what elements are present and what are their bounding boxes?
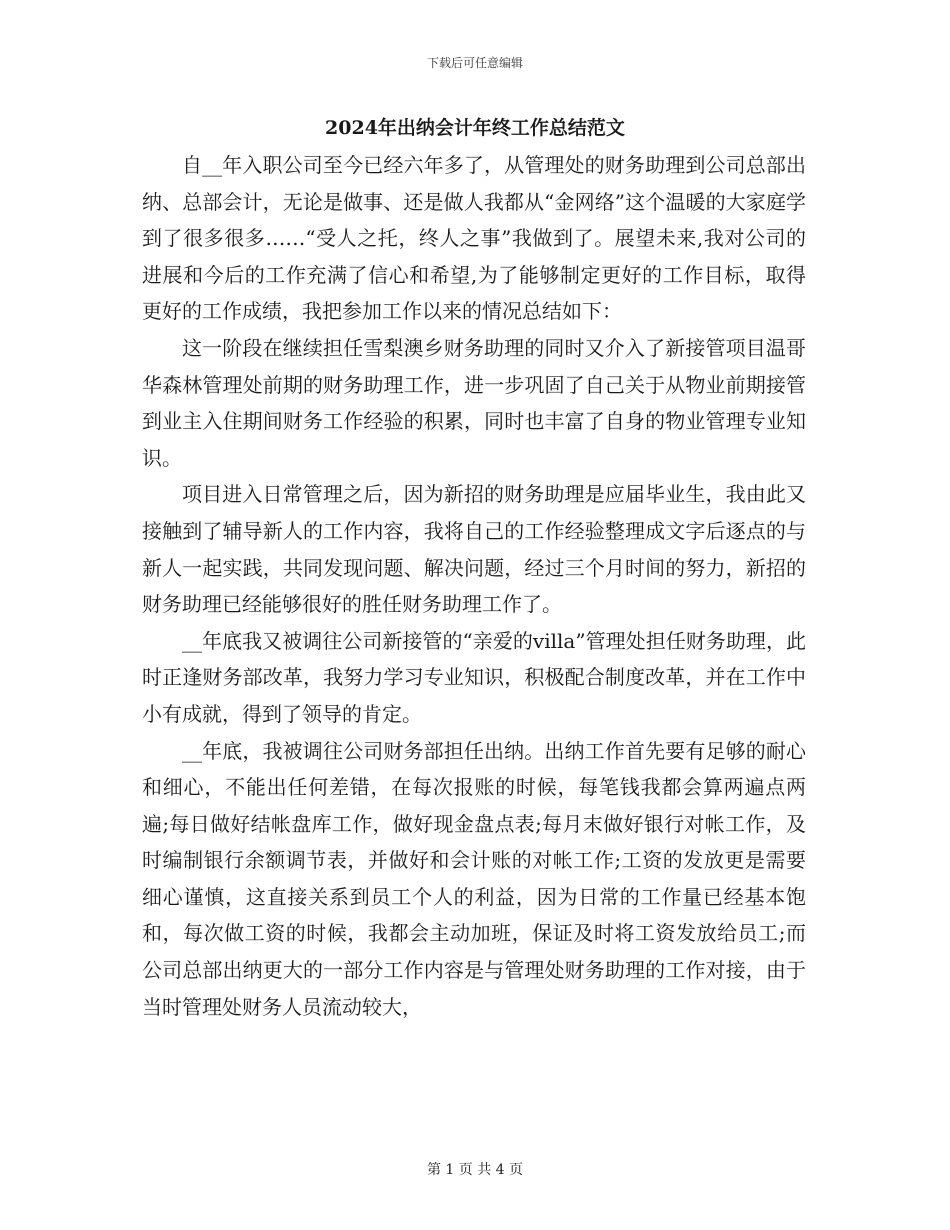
paragraph-villa-transfer: __年底我又被调往公司新接管的“亲爱的villa”管理处担任财务助理，此时正逢财务部改革，我努力学习专业知识，积极配合制度改革，并在工作中小有成就，得到了领导的肯定。: [142, 628, 806, 726]
document-body: [142, 147, 806, 1025]
paragraph-assistant-role: 这一阶段在继续担任雪梨澳乡财务助理的同时又介入了新接管项目温哥华森林管理处前期的财务助理工作，进一步巩固了自己关于从物业前期接管到业主入住期间财务工作经验的积累，同时也丰富了自身的物业管理专业知识。: [142, 335, 806, 470]
page-number: 第 1 页 共 4 页: [426, 1162, 524, 1178]
paragraph-intro: 自__年入职公司至今已经六年多了，从管理处的财务助理到公司总部出纳、总部会计，无论是做事、还是做人我都从“金网络”这个温暖的大家庭学到了很多很多……“受人之托，终人之事”我做到了。展望未来,我对公司的进展和今后的工作充满了信心和希望,为了能够制定更好的工作目标，取得更好的工作成绩，我把参加工作以来的情况总结如下：: [142, 153, 806, 324]
page-header-note: 下载后可任意编辑: [426, 56, 523, 70]
paragraph-cashier-duties: __年底，我被调往公司财务部担任出纳。出纳工作首先要有足够的耐心和细心，不能出任何差错，在每次报账的时候，每笔钱我都会算两遍点两遍;每日做好结帐盘库工作，做好现金盘点表;每月末做好银行对帐工作，及时编制银行余额调节表，并做好和会计账的对帐工作;工资的发放更是需要细心谨慎，这直接关系到员工个人的利益，因为日常的工作量已经基本饱和，每次做工资的时候，我都会主动加班，保证及时将工资发放给员工;而公司总部出纳更大的一部分工作内容是与管理处财务助理的工作对接，由于当时管理处财务人员流动较大，: [142, 738, 806, 1019]
paragraph-mentoring: 项目进入日常管理之后，因为新招的财务助理是应届毕业生，我由此又接触到了辅导新人的工作内容，我将自己的工作经验整理成文字后逐点的与新人一起实践，共同发现问题、解决问题，经过三个月时间的努力，新招的财务助理已经能够很好的胜任财务助理工作了。: [142, 482, 806, 617]
document-title: 2024年出纳会计年终工作总结范文: [325, 117, 625, 139]
